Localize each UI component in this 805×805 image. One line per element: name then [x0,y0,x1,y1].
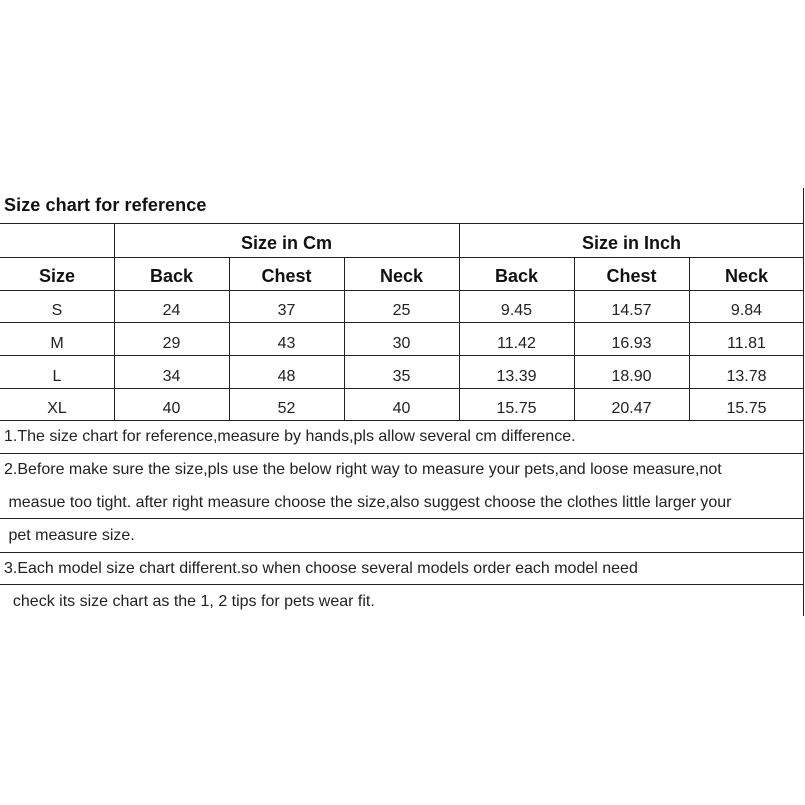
rule [0,223,804,224]
col-header-back-cm: Back [149,266,194,286]
rule [0,290,804,291]
table-cell: 11.42 [497,335,536,352]
col-header-neck-inch: Neck [724,266,769,286]
rule [0,518,804,519]
table-cell: 48 [277,368,296,385]
table-cell: 15.75 [496,400,537,417]
table-cell: 24 [162,302,181,319]
table-cell: 20.47 [611,400,652,417]
rule [0,420,804,421]
table-cell: 25 [392,302,411,319]
col-header-chest-inch: Chest [606,266,657,286]
note-2-line-3: pet measure size. [4,527,135,544]
table-cell: 30 [392,335,411,352]
note-3-line-2: check its size chart as the 1, 2 tips for pets wear fit. [4,593,375,610]
table-cell: 9.84 [730,302,763,319]
col-header-back-inch: Back [494,266,539,286]
note-2-line-2: measue too tight. after right measure choose the size,also suggest choose the clothes little larger your [4,494,732,511]
table-cell: 40 [162,400,181,417]
table-cell: 40 [392,400,411,417]
col-header-chest-cm: Chest [261,266,312,286]
chart-title: Size chart for reference [4,195,207,215]
table-cell: 34 [162,368,181,385]
cell-size-m: M [50,335,64,352]
note-2-line-1: 2.Before make sure the size,pls use the below right way to measure your pets,and loose measure,not [4,461,722,478]
rule [0,552,804,553]
table-cell: 16.93 [611,335,652,352]
table-cell: 35 [392,368,411,385]
col-header-size: Size [38,266,76,286]
table-cell: 14.57 [611,302,652,319]
group-header-inch: Size in Inch [581,233,682,253]
note-3-line-1: 3.Each model size chart different.so when choose several models order each model need [4,560,638,577]
table-cell: 15.75 [726,400,767,417]
rule [0,257,804,258]
table-cell: 18.90 [611,368,652,385]
col-header-neck-cm: Neck [379,266,424,286]
cell-size-l: L [52,368,62,385]
table-cell: 37 [277,302,296,319]
rule [0,453,804,454]
table-cell: 43 [277,335,296,352]
table-cell: 9.45 [500,302,533,319]
table-cell: 13.39 [496,368,537,385]
table-cell: 11.81 [727,335,766,352]
group-header-cm: Size in Cm [240,233,333,253]
table-cell: 52 [277,400,296,417]
cell-size-xl: XL [47,400,67,417]
rule [0,584,804,585]
cell-size-s: S [51,302,63,319]
rule [0,388,804,389]
rule [0,355,804,356]
note-1: 1.The size chart for reference,measure by hands,pls allow several cm difference. [4,428,576,445]
table-cell: 29 [162,335,181,352]
table-cell: 13.78 [726,368,767,385]
rule [0,322,804,323]
